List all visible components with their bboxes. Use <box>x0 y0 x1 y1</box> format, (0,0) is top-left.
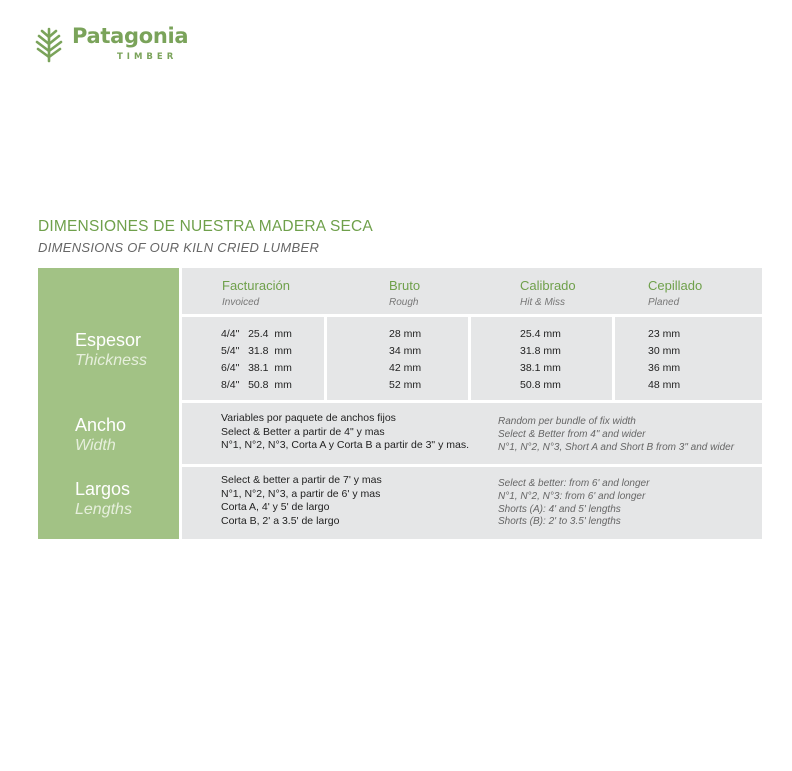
text-line: Select & better a partir de 7' y mas <box>221 474 382 486</box>
text-line: Corta B, 2' a 3.5' de largo <box>221 514 340 527</box>
table-cell: 52 mm <box>389 379 422 391</box>
thickness-hit-miss-cell <box>471 317 612 400</box>
row-label-es: Largos <box>75 479 131 499</box>
logo-subtitle: TIMBER <box>117 52 178 62</box>
column-header-en: Invoiced <box>222 297 260 308</box>
column-header-invoiced <box>222 278 290 308</box>
page-title: DIMENSIONES DE NUESTRA MADERA SECA <box>38 218 373 235</box>
column-header-es: Bruto <box>389 278 421 293</box>
text-line: Shorts (A): 4' and 5' lengths <box>498 503 621 515</box>
text-line: Shorts (B): 2' to 3.5' lengths <box>498 516 621 528</box>
row-label-lengths <box>75 479 132 519</box>
column-header-planed <box>648 278 702 308</box>
row-label-column <box>38 268 179 539</box>
table-cell: 25.4 mm <box>520 328 561 340</box>
row-label-en: Thickness <box>75 352 148 369</box>
text-line: N°1, N°2, N°3: from 6' and longer <box>498 490 646 502</box>
table-cell: 36 mm <box>648 362 681 374</box>
column-header-en: Hit & Miss <box>520 297 565 308</box>
table-cell: 38.1 mm <box>520 362 561 374</box>
header-row <box>182 268 762 314</box>
table-cell: 28 mm <box>389 328 422 340</box>
page-subtitle: DIMENSIONS OF OUR KILN CRIED LUMBER <box>38 240 320 255</box>
column-header-es: Facturación <box>222 278 290 293</box>
lengths-cell <box>182 467 762 539</box>
column-header-es: Cepillado <box>648 278 703 293</box>
column-header-rough <box>389 278 420 308</box>
thickness-invoiced-cell <box>182 317 324 400</box>
table-cell: 48 mm <box>648 379 681 391</box>
text-line: Select & Better a partir de 4" y mas <box>221 425 385 438</box>
table-cell: 6/4" 38.1 mm <box>221 362 292 374</box>
text-line: N°1, N°2, N°3, Short A and Short B from 3" and wider <box>498 441 735 453</box>
text-line: N°1, N°2, N°3, a partir de 6' y mas <box>221 487 381 500</box>
row-label-es: Espesor <box>75 330 142 350</box>
row-label-en: Lengths <box>75 501 132 518</box>
table-cell: 31.8 mm <box>520 345 561 357</box>
row-label-en: Width <box>75 437 116 454</box>
column-header-en: Planed <box>648 297 680 308</box>
row-label-width <box>75 415 126 455</box>
text-line: Variables por paquete de anchos fijos <box>221 412 396 424</box>
thickness-planed-cell <box>615 317 762 400</box>
table-cell: 30 mm <box>648 345 681 357</box>
column-header-hit-miss <box>520 278 576 308</box>
leaf-icon <box>34 26 64 64</box>
table-cell: 42 mm <box>389 362 422 374</box>
text-line: Corta A, 4' y 5' de largo <box>221 501 330 513</box>
text-line: N°1, N°2, N°3, Corta A y Corta B a partir de 3" y mas. <box>221 439 470 451</box>
text-line: Select & Better from 4" and wider <box>498 428 646 440</box>
logo <box>34 24 204 68</box>
dimensions-table <box>38 268 762 539</box>
table-cell: 8/4" 50.8 mm <box>221 379 292 391</box>
row-label-thickness <box>75 330 147 370</box>
row-label-es: Ancho <box>75 415 127 435</box>
table-cell: 23 mm <box>648 328 681 340</box>
table-cell: 34 mm <box>389 345 422 357</box>
text-line: Select & better: from 6' and longer <box>498 478 650 489</box>
table-cell: 5/4" 31.8 mm <box>221 345 292 357</box>
logo-name: Patagonia <box>72 24 189 48</box>
table-cell: 4/4" 25.4 mm <box>221 328 292 340</box>
thickness-rough-cell <box>327 317 468 400</box>
column-header-en: Rough <box>389 297 419 308</box>
text-line: Random per bundle of fix width <box>498 416 636 427</box>
width-cell <box>182 403 762 464</box>
table-cell: 50.8 mm <box>520 379 561 391</box>
column-header-es: Calibrado <box>520 278 576 293</box>
